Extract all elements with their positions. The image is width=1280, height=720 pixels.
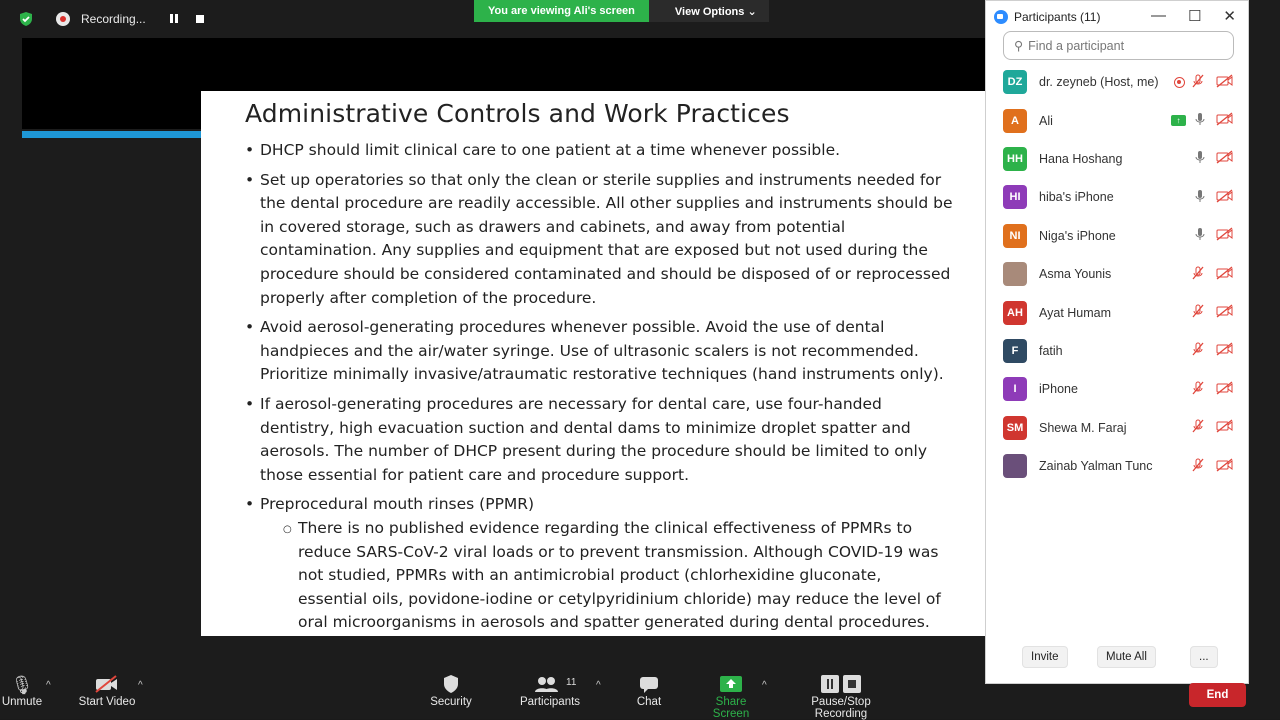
unmute-label: Unmute: [1, 696, 43, 708]
participant-avatar: DZ: [1003, 70, 1027, 94]
participant-name: Ali: [1039, 113, 1053, 128]
start-video-label: Start Video: [78, 696, 136, 708]
slide-title: Administrative Controls and Work Practices: [245, 99, 790, 128]
audio-options-caret-icon[interactable]: ^: [46, 680, 51, 691]
participant-name: Ayat Humam: [1039, 305, 1112, 320]
mic-muted-icon[interactable]: [1191, 74, 1205, 91]
shared-screen-taskbar-strip: [22, 131, 202, 138]
more-button[interactable]: ...: [1190, 646, 1218, 668]
security-button[interactable]: [426, 674, 476, 708]
participant-name: iPhone: [1039, 382, 1078, 397]
participants-panel-footer: [986, 646, 1248, 672]
share-screen-label: Share Screen: [712, 696, 750, 720]
shared-slide: [201, 91, 985, 636]
sharing-status-icon: ↑: [1171, 115, 1186, 126]
slide-bullet: • Set up operatories so that only the clean or sterile supplies and instruments needed for the dental procedure are readily accessible. All other supplies and instruments should be in covered storage, such as drawers and cabinets, and away from potential contamination. Any supplies and equipment that are exposed but not used during the procedure should be considered contaminated and should be disposed of or reprocessed properly after completion of the procedure.: [245, 169, 955, 311]
mic-on-icon[interactable]: [1195, 112, 1205, 129]
participants-options-caret-icon[interactable]: ^: [596, 680, 601, 691]
slide-bullet: • If aerosol-generating procedures are necessary for dental care, use four-handed dentistry, high evacuation suction and dental dams to minimize droplet spatter and aerosols. The number of DHCP present during the procedure should be limited to only those essential for patient care and procedure support.: [245, 393, 955, 487]
unmute-button[interactable]: [0, 674, 44, 708]
participants-panel-title: [994, 10, 1100, 24]
participant-avatar: F: [1003, 339, 1027, 363]
participant-avatar: NI: [1003, 224, 1027, 248]
viewing-banner: [474, 0, 769, 22]
mic-muted-icon[interactable]: [1191, 304, 1205, 321]
video-off-icon[interactable]: [1216, 381, 1234, 398]
participant-row[interactable]: [986, 370, 1248, 408]
recording-icon: [56, 12, 70, 26]
participant-avatar: AH: [1003, 301, 1027, 325]
mic-on-icon[interactable]: [1195, 227, 1205, 244]
search-icon: ⚲: [1014, 39, 1024, 53]
participant-list: [986, 63, 1248, 485]
participant-avatar: HH: [1003, 147, 1027, 171]
slide-bullet: • Avoid aerosol-generating procedures whenever possible. Avoid the use of dental handpieces and the air/water syringe. Use of ultrasonic scalers is not recommended. Prioritize minimally invasive/atraumatic restorative techniques (hand instruments only).: [245, 316, 955, 387]
participant-avatar: [1003, 262, 1027, 286]
mic-muted-icon[interactable]: [1191, 458, 1205, 475]
video-off-icon[interactable]: [1216, 419, 1234, 436]
participant-row[interactable]: [986, 101, 1248, 139]
end-meeting-button[interactable]: End: [1189, 683, 1246, 707]
invite-button[interactable]: Invite: [1022, 646, 1068, 668]
close-icon[interactable]: ✕: [1223, 8, 1236, 25]
participants-label: Participants: [519, 696, 581, 708]
minimize-icon[interactable]: —: [1150, 7, 1166, 24]
participant-name: Hana Hoshang: [1039, 151, 1123, 166]
participant-search-input[interactable]: [1003, 31, 1234, 60]
mic-on-icon[interactable]: [1195, 150, 1205, 167]
participant-row[interactable]: [986, 332, 1248, 370]
participant-name: Shewa M. Faraj: [1039, 420, 1127, 435]
video-off-icon[interactable]: [1216, 342, 1234, 359]
video-off-icon[interactable]: [1216, 150, 1234, 167]
slide-bullet-list: [245, 139, 955, 636]
share-options-caret-icon[interactable]: ^: [762, 680, 767, 691]
participants-button[interactable]: [518, 674, 582, 708]
slide-sub-bullet: ○ There is no published evidence regarding the clinical effectiveness of PPMRs to reduce SARS-CoV-2 viral loads or to prevent transmission. Although COVID-19 was not studied, PPMRs with an antimicrobial product (chlorhexidine gluconate, essential oils, povidone-iodine or cetylpyridinium chloride) may reduce the level of oral microorganisms in aerosols and spatter generated during dental procedures.: [283, 517, 955, 635]
mute-all-button[interactable]: Mute All: [1097, 646, 1156, 668]
mic-muted-icon[interactable]: [1191, 419, 1205, 436]
pause-stop-recording-label: Pause/Stop Recording: [811, 696, 871, 720]
video-options-caret-icon[interactable]: ^: [138, 680, 143, 691]
participant-row[interactable]: [986, 447, 1248, 485]
meeting-toolbar: [0, 670, 1280, 719]
chat-label: Chat: [636, 696, 662, 708]
pause-recording-button[interactable]: [168, 14, 180, 24]
search-placeholder: Find a participant: [1028, 38, 1125, 53]
mic-muted-icon[interactable]: [1191, 381, 1205, 398]
start-video-button[interactable]: [76, 674, 138, 708]
security-shield-icon: [426, 674, 476, 696]
participant-name: Zainab Yalman Tunc: [1039, 459, 1153, 474]
chat-icon: [630, 674, 668, 696]
shield-check-icon[interactable]: [18, 11, 34, 27]
mic-muted-icon[interactable]: [1191, 342, 1205, 359]
participant-row[interactable]: [986, 140, 1248, 178]
mic-on-icon[interactable]: [1195, 189, 1205, 206]
video-off-icon[interactable]: [1216, 304, 1234, 321]
participant-row[interactable]: [986, 217, 1248, 255]
participant-name: dr. zeyneb (Host, me): [1039, 75, 1159, 90]
share-screen-button[interactable]: [697, 674, 765, 720]
security-label: Security: [430, 696, 472, 708]
participant-name: hiba's iPhone: [1039, 190, 1114, 205]
slide-bullet: • Preprocedural mouth rinses (PPMR): [245, 493, 955, 517]
participants-count: 11: [566, 677, 577, 688]
video-off-icon: [76, 674, 138, 696]
video-off-icon[interactable]: [1216, 112, 1234, 129]
slide-bullet: • DHCP should limit clinical care to one patient at a time whenever possible.: [245, 139, 955, 163]
video-off-icon[interactable]: [1216, 189, 1234, 206]
pause-stop-recording-icon: [784, 674, 898, 696]
participant-avatar: A: [1003, 109, 1027, 133]
viewing-screen-label: You are viewing Ali's screen: [474, 0, 649, 22]
maximize-icon[interactable]: ☐: [1187, 8, 1202, 25]
window-controls: [1151, 7, 1236, 25]
stop-recording-button[interactable]: [196, 15, 204, 23]
participant-name: Niga's iPhone: [1039, 228, 1116, 243]
participants-title-label: Participants (11): [1014, 10, 1101, 24]
video-off-icon[interactable]: [1216, 74, 1234, 91]
recording-label: Recording...: [81, 12, 146, 26]
participant-row[interactable]: [986, 178, 1248, 216]
participant-avatar: [1003, 454, 1027, 478]
participant-avatar: SM: [1003, 416, 1027, 440]
participant-name: Asma Younis: [1039, 267, 1112, 282]
mic-muted-icon: 🎙: [10, 675, 34, 695]
video-off-icon[interactable]: [1216, 266, 1234, 283]
participant-avatar: I: [1003, 377, 1027, 401]
view-options-button[interactable]: View Options ⌄: [649, 0, 769, 22]
participant-name: fatih: [1039, 343, 1063, 358]
participant-row[interactable]: [986, 63, 1248, 101]
recording-status-icon: [1174, 77, 1185, 88]
share-screen-icon: [697, 674, 765, 696]
participants-icon: [518, 674, 582, 696]
pause-stop-recording-button[interactable]: [784, 674, 898, 720]
video-off-icon[interactable]: [1216, 227, 1234, 244]
participant-row[interactable]: [986, 255, 1248, 293]
participant-avatar: HI: [1003, 185, 1027, 209]
participants-panel: [985, 0, 1249, 684]
participant-row[interactable]: [986, 293, 1248, 331]
video-off-icon[interactable]: [1216, 458, 1234, 475]
participant-row[interactable]: [986, 409, 1248, 447]
mic-muted-icon[interactable]: [1191, 266, 1205, 283]
zoom-logo-icon: [994, 10, 1008, 24]
chat-button[interactable]: [630, 674, 668, 708]
